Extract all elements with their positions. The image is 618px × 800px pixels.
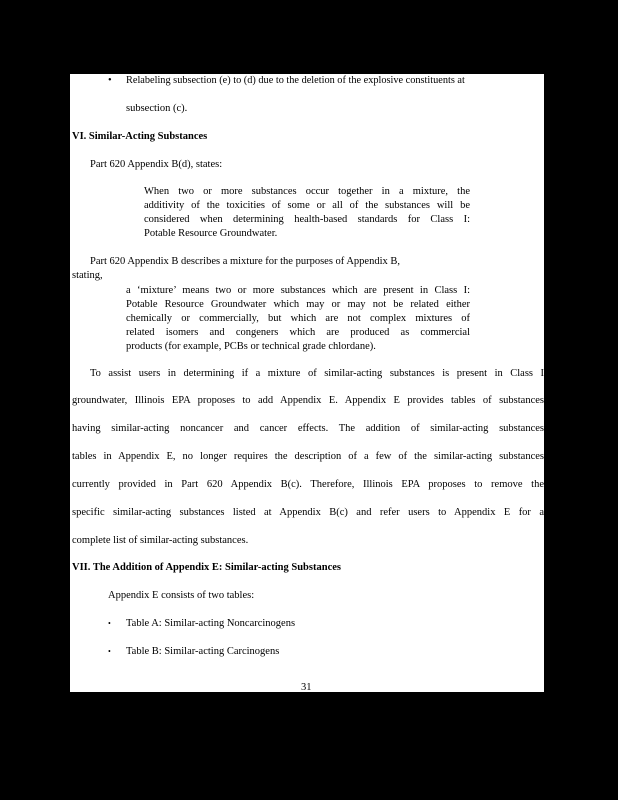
bullet-relabel-line2: subsection (c). xyxy=(126,103,188,114)
block-quote-additivity xyxy=(144,185,470,241)
paragraph-assist-line: To assist users in determining if a mixture of similar-acting substances is present in Class I xyxy=(90,368,544,379)
paragraph-assist-line: specific similar-acting substances listed at Appendix B(c) and refer users to Appendix E for a xyxy=(72,507,544,518)
document-page xyxy=(70,74,544,692)
quote-line: a ‘mixture’ means two or more substances which are present in Class I: xyxy=(126,285,470,296)
paragraph-appendix-bd: Part 620 Appendix B(d), states: xyxy=(90,159,223,170)
page-number: 31 xyxy=(301,682,312,693)
paragraph-assist-line: complete list of similar-acting substances. xyxy=(72,535,249,546)
paragraph-mixture-line1: Part 620 Appendix B describes a mixture for the purposes of Appendix B, xyxy=(90,256,400,267)
paragraph-assist-line: groundwater, Illinois EPA proposes to add Appendix E. Appendix E provides tables of substances xyxy=(72,395,544,406)
quote-line: related isomers and congeners which are produced as commercial xyxy=(126,327,470,338)
bullet-marker: • xyxy=(108,75,112,86)
block-quote-mixture-definition xyxy=(126,284,470,354)
quote-line: considered when determining health-based standards for Class I: xyxy=(144,214,470,225)
section-heading-vi: VI. Similar-Acting Substances xyxy=(72,131,208,142)
bullet-relabel-line1: Relabeling subsection (e) to (d) due to the deletion of the explosive constituents at xyxy=(126,75,465,86)
quote-line: Potable Resource Groundwater. xyxy=(144,228,278,239)
paragraph-assist-line: currently provided in Part 620 Appendix B(c). Therefore, Illinois EPA proposes to remove the xyxy=(72,479,544,490)
quote-line: chemically or commercially, but which are not complex mixtures of xyxy=(126,313,470,324)
quote-line: When two or more substances occur together in a mixture, the xyxy=(144,186,470,197)
quote-line: additivity of the toxicities of some or all of the substances will be xyxy=(144,200,470,211)
bullet-table-a: Table A: Similar-acting Noncarcinogens xyxy=(126,618,296,629)
paragraph-appendix-e-consists: Appendix E consists of two tables: xyxy=(108,590,255,601)
paragraph-assist-line: having similar-acting noncancer and cancer effects. The addition of similar-acting substances xyxy=(72,423,544,434)
section-heading-vii: VII. The Addition of Appendix E: Similar-acting Substances xyxy=(72,562,341,573)
bullet-marker: • xyxy=(108,647,111,656)
quote-line: Potable Resource Groundwater which may or may not be related either xyxy=(126,299,470,310)
bullet-marker: • xyxy=(108,619,111,628)
paragraph-mixture-line2: stating, xyxy=(72,270,103,281)
quote-line: products (for example, PCBs or technical grade chlordane). xyxy=(126,341,376,352)
bullet-table-b: Table B: Similar-acting Carcinogens xyxy=(126,646,280,657)
paragraph-assist-line: tables in Appendix E, no longer requires the description of a few of the similar-acting substances xyxy=(72,451,544,462)
